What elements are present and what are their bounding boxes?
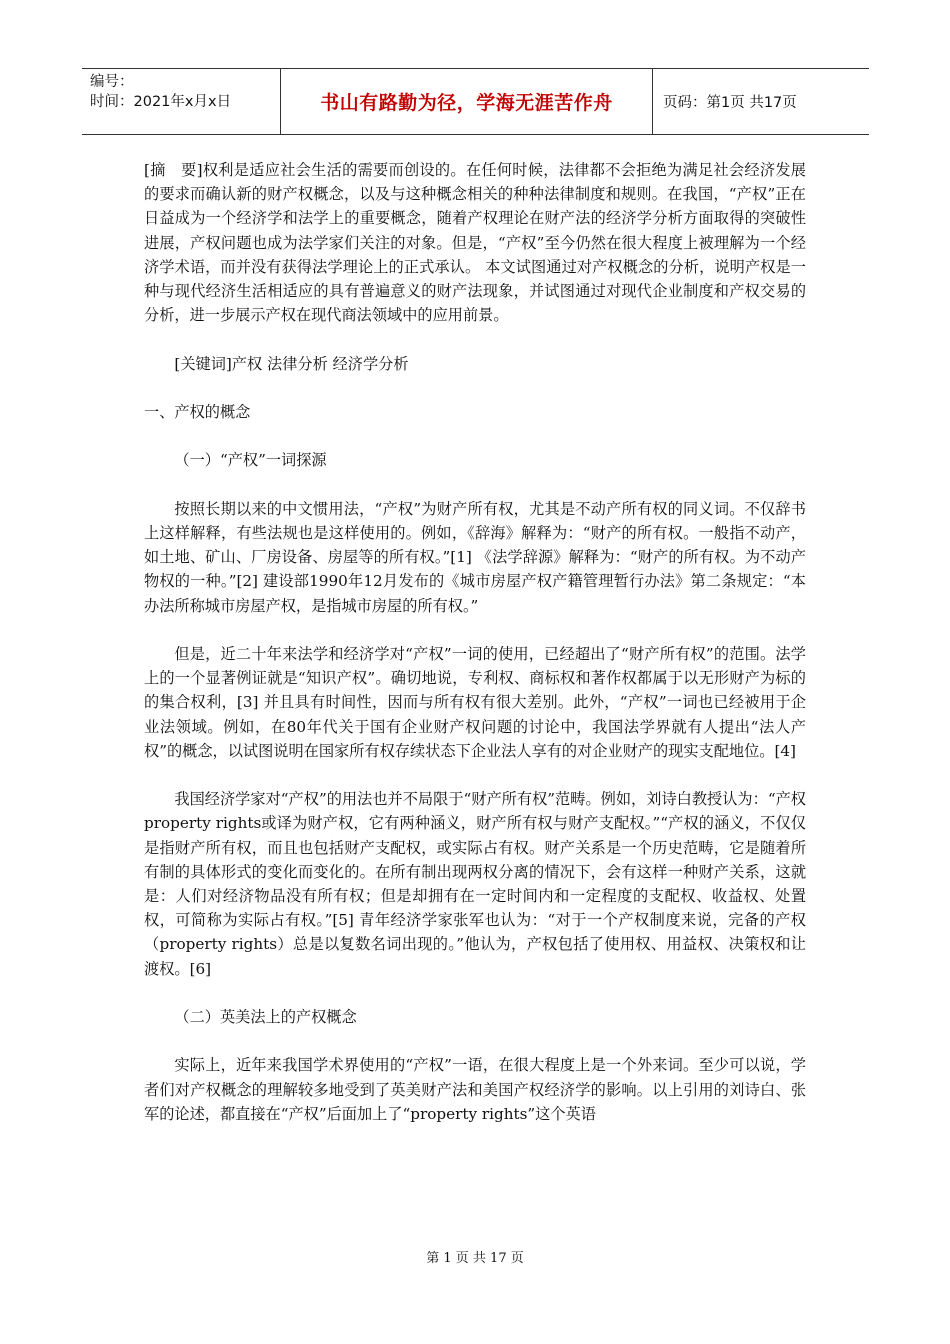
section-heading: 一、产权的概念 <box>144 403 251 421</box>
abstract-paragraph: [摘 要]权利是适应社会生活的需要而创设的。在任何时候，法律都不会拒绝为满足社会经济发展的要求而确认新的财产权概念，以及与这种概念相关的种种法律制度和规则。在我国，“产权”正在日益成为一个经济学和法学上的重要概念，随着产权理论在财产法的经济学分析方面取得的突破性进展，产权问题也成为法学家们关注的对象。但是，“产权”至今仍然在很大程度上被理解为一个经济学术语，而并没有获得法学理论上的正式承认。 本文试图通过对产权概念的分析，说明产权是一种与现代经济生活相适应的具有普遍意义的财产法现象，并试图通过对现代企业制度和产权交易的分析，进一步展示产权在现代商法领域中的应用前景。 <box>144 161 806 325</box>
body-paragraph: 我国经济学家对“产权”的用法也并不局限于“财产所有权”范畴。例如，刘诗白教授认为：“产权property rights或译为财产权，它有两种涵义，财产所有权与财产支配权。”“产权的涵义，不仅仅是指财产所有权，而且也包括财产支配权，或实际占有权。财产关系是一个历史范畴，它是随着所有制的具体形式的变化而变化的。在所有制出现两权分离的情况下，会有这样一种财产关系，这就是：人们对经济物品没有所有权；但是却拥有在一定时间内和一定程度的支配权、收益权、处置权，可简称为实际占有权。”[5] 青年经济学家张军也认为：“对于一个产权制度来说，完备的产权（property rights）总是以复数名词出现的。”他认为，产权包括了使用权、用益权、决策权和让渡权。[6] <box>144 790 806 978</box>
document-body <box>144 158 806 1126</box>
document-number-label: 编号： <box>90 74 134 90</box>
keywords-line: [关键词]产权 法律分析 经济学分析 <box>174 354 409 373</box>
footer-page-number: 第 1 页 共 17 页 <box>426 1251 524 1266</box>
header-page-cell <box>653 69 869 134</box>
subsection-heading: （一）“产权”一词探源 <box>174 451 327 470</box>
body-paragraph: 按照长期以来的中文惯用法，“产权”为财产所有权，尤其是不动产所有权的同义词。不仅辞书上这样解释，有些法规也是这样使用的。例如，《辞海》解释为：“财产的所有权。一般指不动产，如土地、矿山、厂房设备、房屋等的所有权。”[1] 《法学辞源》解释为：“财产的所有权。为不动产物权的一种。”[2] 建设部1990年12月发布的《城市房屋产权产籍管理暂行办法》第二条规定：“本办法所称城市房屋产权，是指城市房屋的所有权。” <box>144 499 806 615</box>
document-header <box>82 68 869 135</box>
header-page-info: 页码：第1页 共17页 <box>663 95 797 111</box>
body-paragraph: 实际上，近年来我国学术界使用的“产权”一语，在很大程度上是一个外来词。至少可以说，学者们对产权概念的理解较多地受到了英美财产法和美国产权经济学的影响。以上引用的刘诗白、张军的论述，都直接在“产权”后面加上了“property rights”这个英语 <box>144 1056 806 1123</box>
page-footer <box>0 1247 950 1266</box>
header-meta-cell <box>82 69 281 134</box>
subsection-heading: （二）英美法上的产权概念 <box>174 1008 357 1026</box>
header-motto: 书山有路勤为径，学海无涯苦作舟 <box>320 92 613 114</box>
body-paragraph: 但是，近二十年来法学和经济学对“产权”一词的使用，已经超出了“财产所有权”的范围。法学上的一个显著例证就是“知识产权”。确切地说，专利权、商标权和著作权都属于以无形财产为标的的集合权利，[3] 并且具有时间性，因而与所有权有很大差别。此外，“产权”一词也已经被用于企业法领域。例如，在80年代关于国有企业财产权问题的讨论中，我国法学界就有人提出“法人产权”的概念，以试图说明在国家所有权存续状态下企业法人享有的对企业财产的现实支配地位。[4] <box>144 644 806 760</box>
document-date-label: 时间：2021年x月x日 <box>90 94 232 110</box>
header-motto-cell <box>281 69 653 134</box>
